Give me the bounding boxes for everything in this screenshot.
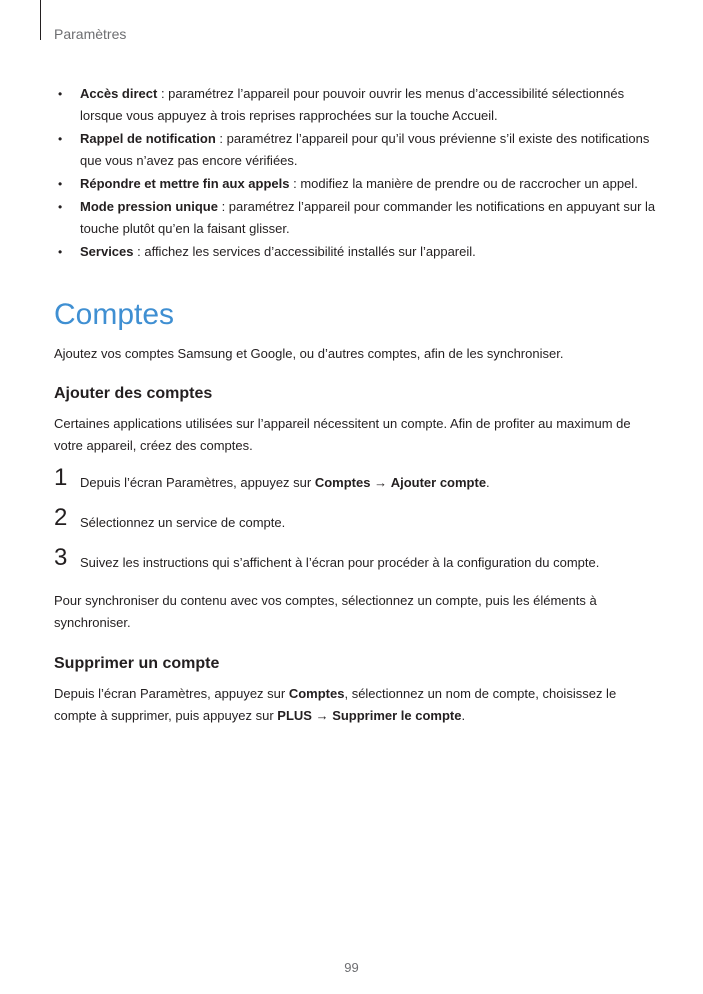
item-term: Rappel de notification: [80, 131, 216, 146]
accessibility-options-list: [54, 83, 664, 264]
step-number: 3: [54, 544, 68, 571]
add-description: Certaines applications utilisées sur l’appareil nécessitent un compte. Afin de profiter au maximum de votre appareil, créez des comptes.: [54, 416, 631, 453]
item-text: : paramétrez l’appareil pour qu’il vous prévienne s’il existe des notifications que vous n’avez pas encore vérifiées.: [80, 131, 650, 168]
bullet-icon: •: [58, 177, 63, 191]
item-term: Mode pression unique: [80, 199, 218, 214]
remove-description: Depuis l’écran Paramètres, appuyez sur Comptes, sélectionnez un nom de compte, choisissez le compte à supprimer, puis appuyez sur PLUS → Supprimer le compte.: [54, 686, 617, 723]
step-3: [54, 544, 664, 576]
item-text: : paramétrez l’appareil pour commander les notifications en appuyant sur la touche plutôt qu’en la faisant glisser.: [80, 199, 656, 236]
page-number: 99: [344, 960, 359, 975]
header-rule: [40, 0, 41, 40]
item-term: Répondre et mettre fin aux appels: [80, 176, 290, 191]
step-text: Depuis l’écran Paramètres, appuyez sur Comptes → Ajouter compte.: [80, 475, 490, 490]
list-item: [54, 173, 664, 195]
item-text: : affichez les services d’accessibilité installés sur l’appareil.: [133, 244, 476, 259]
sync-note: Pour synchroniser du contenu avec vos comptes, sélectionnez un compte, puis les éléments à synchroniser.: [54, 593, 597, 630]
step-number: 1: [54, 464, 68, 491]
step-1: [54, 464, 664, 496]
bullet-icon: •: [58, 87, 63, 101]
list-item: [54, 241, 664, 263]
step-text: Suivez les instructions qui s’affichent à l’écran pour procéder à la configuration du compte.: [80, 555, 600, 570]
item-term: Accès direct: [80, 86, 158, 101]
list-item: [54, 128, 664, 172]
step-2: [54, 504, 664, 536]
item-term: Services: [80, 244, 134, 259]
item-text: : modifiez la manière de prendre ou de raccrocher un appel.: [289, 176, 638, 191]
list-item: [54, 196, 664, 240]
subsection-title-add: Ajouter des comptes: [54, 385, 213, 402]
step-text: Sélectionnez un service de compte.: [80, 515, 286, 530]
running-header: Paramètres: [54, 26, 127, 42]
bullet-icon: •: [58, 132, 63, 146]
section-title: Comptes: [54, 298, 175, 331]
item-text: : paramétrez l’appareil pour pouvoir ouvrir les menus d’accessibilité sélectionnés lorsque vous appuyez à trois reprises rapprochées sur la touche Accueil.: [80, 86, 625, 123]
step-number: 2: [54, 504, 68, 531]
subsection-title-remove: Supprimer un compte: [54, 655, 220, 672]
section-intro: Ajoutez vos comptes Samsung et Google, ou d’autres comptes, afin de les synchroniser.: [54, 346, 564, 361]
bullet-icon: •: [58, 200, 63, 214]
arrow-icon: →: [370, 475, 391, 490]
list-item: [54, 83, 664, 127]
arrow-icon: →: [311, 708, 333, 723]
bullet-icon: •: [58, 245, 63, 259]
